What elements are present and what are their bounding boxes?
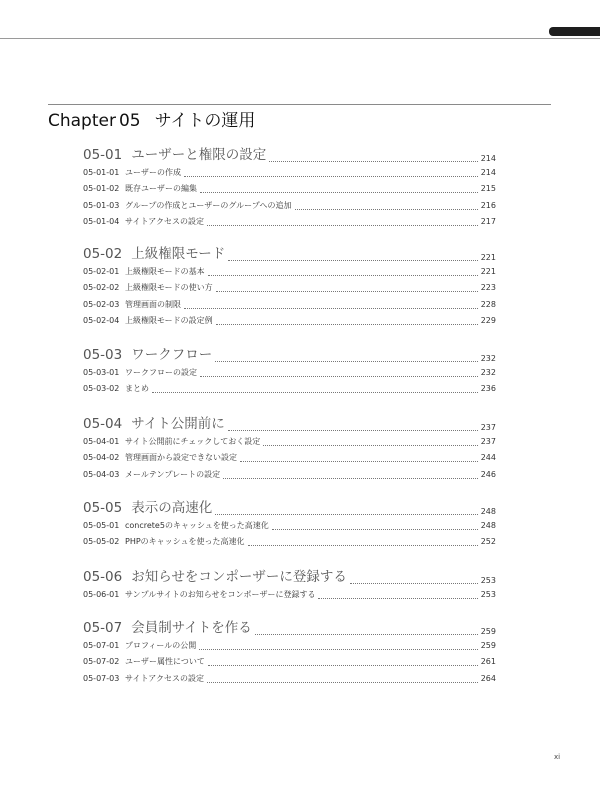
dot-leader bbox=[255, 634, 478, 635]
toc-item-05-05-02[interactable] bbox=[83, 535, 496, 549]
chapter-header bbox=[48, 104, 551, 132]
chapter-number: 05 bbox=[118, 111, 141, 131]
chapter-label: Chapter bbox=[48, 111, 116, 131]
item-page: 253 bbox=[480, 590, 496, 599]
toc-item-05-02-04[interactable] bbox=[83, 314, 496, 328]
dot-leader bbox=[184, 176, 478, 177]
section-title: 会員制サイトを作る bbox=[131, 620, 252, 636]
item-page: 221 bbox=[480, 267, 496, 276]
item-number: 05-03-01 bbox=[83, 368, 120, 377]
item-title: ユーザー属性について bbox=[125, 657, 205, 667]
section-number: 05-01 bbox=[83, 147, 123, 163]
dot-leader bbox=[263, 445, 478, 446]
item-page: 244 bbox=[480, 453, 496, 463]
toc-section-05-01[interactable] bbox=[83, 145, 496, 165]
toc-item-05-02-03[interactable] bbox=[83, 298, 496, 312]
dot-leader bbox=[152, 392, 478, 393]
section-number: 05-06 bbox=[83, 569, 123, 585]
toc-item-05-03-02[interactable] bbox=[83, 382, 496, 396]
item-title: サイトアクセスの設定 bbox=[125, 217, 204, 227]
dot-leader bbox=[318, 598, 477, 599]
item-number: 05-01-01 bbox=[83, 168, 120, 177]
item-page: 232 bbox=[480, 368, 496, 377]
item-page: 248 bbox=[480, 521, 496, 530]
dot-leader bbox=[223, 478, 478, 479]
item-title: 上級権限モードの設定例 bbox=[125, 316, 213, 326]
section-title: ワークフロー bbox=[131, 347, 213, 363]
item-page: 237 bbox=[480, 437, 496, 446]
item-page: 215 bbox=[480, 184, 496, 194]
section-number: 05-03 bbox=[83, 347, 123, 363]
toc-item-05-07-01[interactable] bbox=[83, 639, 496, 653]
toc-section-05-05[interactable] bbox=[83, 498, 496, 518]
item-page: 261 bbox=[480, 657, 496, 667]
item-number: 05-02-03 bbox=[83, 299, 120, 309]
dot-leader bbox=[269, 161, 477, 162]
item-number: 05-02-04 bbox=[83, 316, 120, 326]
thumb-index-tab bbox=[549, 27, 600, 36]
section-title: サイト公開前に bbox=[131, 416, 225, 432]
item-number: 05-04-03 bbox=[83, 469, 120, 479]
toc-item-05-01-01[interactable] bbox=[83, 166, 496, 180]
section-page: 214 bbox=[480, 154, 496, 163]
dot-leader bbox=[295, 209, 478, 210]
dot-leader bbox=[216, 324, 478, 325]
toc-item-05-03-01[interactable] bbox=[83, 366, 496, 380]
item-title: concrete5のキャッシュを使った高速化 bbox=[125, 521, 269, 530]
toc-section-05-02[interactable] bbox=[83, 244, 496, 264]
dot-leader bbox=[184, 308, 478, 309]
page-folio: xi bbox=[554, 753, 561, 761]
section-number: 05-02 bbox=[83, 246, 123, 262]
toc-item-05-04-01[interactable] bbox=[83, 435, 496, 449]
toc-item-05-06-01[interactable] bbox=[83, 588, 496, 602]
item-number: 05-04-01 bbox=[83, 437, 120, 446]
section-page: 259 bbox=[480, 627, 496, 636]
item-title: プロフィールの公開 bbox=[125, 641, 197, 650]
dot-leader bbox=[207, 225, 478, 226]
section-page: 221 bbox=[480, 253, 496, 262]
item-title: PHPのキャッシュを使った高速化 bbox=[125, 537, 245, 547]
dot-leader bbox=[200, 376, 478, 377]
item-number: 05-05-01 bbox=[83, 521, 120, 530]
dot-leader bbox=[208, 275, 478, 276]
section-page: 253 bbox=[480, 576, 496, 585]
section-page: 248 bbox=[480, 507, 496, 516]
section-number: 05-05 bbox=[83, 500, 123, 516]
section-page: 237 bbox=[480, 423, 496, 432]
dot-leader bbox=[228, 260, 478, 261]
toc-item-05-05-01[interactable] bbox=[83, 519, 496, 533]
item-number: 05-01-04 bbox=[83, 217, 120, 227]
toc-item-05-04-03[interactable] bbox=[83, 468, 496, 482]
item-page: 228 bbox=[480, 299, 496, 309]
section-title: 上級権限モード bbox=[131, 246, 226, 262]
item-title: 既存ユーザーの編集 bbox=[125, 184, 197, 194]
dot-leader bbox=[215, 514, 477, 515]
section-title: お知らせをコンポーザーに登録する bbox=[131, 569, 347, 585]
item-page: 264 bbox=[480, 673, 496, 683]
item-title: サイト公開前にチェックしておく設定 bbox=[125, 437, 261, 446]
item-title: サイトアクセスの設定 bbox=[125, 673, 204, 683]
section-title: 表示の高速化 bbox=[131, 500, 213, 516]
toc-section-05-07[interactable] bbox=[83, 618, 496, 638]
item-number: 05-02-02 bbox=[83, 283, 120, 293]
item-title: 管理画面から設定できない設定 bbox=[125, 453, 237, 463]
dot-leader bbox=[208, 665, 478, 666]
section-title: ユーザーと権限の設定 bbox=[131, 147, 267, 163]
toc-item-05-01-04[interactable] bbox=[83, 215, 496, 229]
item-page: 252 bbox=[480, 537, 496, 547]
item-page: 223 bbox=[480, 283, 496, 293]
toc-section-05-03[interactable] bbox=[83, 345, 496, 365]
item-title: 上級権限モードの基本 bbox=[125, 267, 205, 276]
item-title: 管理画面の制限 bbox=[125, 299, 181, 309]
section-number: 05-04 bbox=[83, 416, 123, 432]
item-title: グループの作成とユーザーのグループへの追加 bbox=[125, 200, 292, 210]
toc-item-05-01-02[interactable] bbox=[83, 182, 496, 196]
chapter-title bbox=[48, 110, 551, 132]
dot-leader bbox=[248, 545, 478, 546]
item-title: ワークフローの設定 bbox=[125, 368, 197, 377]
dot-leader bbox=[215, 361, 477, 362]
item-page: 236 bbox=[480, 384, 496, 394]
chapter-name: サイトの運用 bbox=[154, 111, 256, 131]
item-title: まとめ bbox=[125, 384, 149, 394]
item-number: 05-03-02 bbox=[83, 384, 120, 394]
toc-item-05-04-02[interactable] bbox=[83, 451, 496, 465]
section-number: 05-07 bbox=[83, 620, 123, 636]
toc-section-05-04[interactable] bbox=[83, 414, 496, 434]
item-number: 05-02-01 bbox=[83, 267, 120, 276]
item-page: 217 bbox=[480, 217, 496, 227]
item-number: 05-01-02 bbox=[83, 184, 120, 194]
toc-item-05-07-02[interactable] bbox=[83, 655, 496, 669]
item-number: 05-05-02 bbox=[83, 537, 120, 547]
dot-leader bbox=[350, 583, 478, 584]
item-page: 216 bbox=[480, 200, 496, 210]
item-page: 259 bbox=[480, 641, 496, 650]
dot-leader bbox=[200, 192, 478, 193]
item-number: 05-04-02 bbox=[83, 453, 120, 463]
toc-item-05-07-03[interactable] bbox=[83, 672, 496, 686]
dot-leader bbox=[207, 682, 478, 683]
item-number: 05-01-03 bbox=[83, 200, 120, 210]
item-title: 上級権限モードの使い方 bbox=[125, 283, 213, 293]
item-page: 229 bbox=[480, 316, 496, 326]
toc-item-05-01-03[interactable] bbox=[83, 199, 496, 213]
item-number: 05-07-02 bbox=[83, 657, 120, 667]
toc-item-05-02-02[interactable] bbox=[83, 281, 496, 295]
item-number: 05-07-01 bbox=[83, 641, 120, 650]
item-title: メールテンプレートの設定 bbox=[125, 469, 221, 479]
toc-item-05-02-01[interactable] bbox=[83, 265, 496, 279]
item-number: 05-07-03 bbox=[83, 673, 120, 683]
item-title: ユーザーの作成 bbox=[125, 168, 181, 177]
item-number: 05-06-01 bbox=[83, 590, 120, 599]
item-title: サンプルサイトのお知らせをコンポーザーに登録する bbox=[125, 590, 316, 599]
dot-leader bbox=[272, 529, 478, 530]
item-page: 246 bbox=[480, 469, 496, 479]
item-page: 214 bbox=[480, 168, 496, 177]
top-rule bbox=[0, 38, 600, 39]
chapter-rule bbox=[48, 104, 551, 105]
section-page: 232 bbox=[480, 354, 496, 363]
dot-leader bbox=[228, 430, 478, 431]
dot-leader bbox=[240, 461, 478, 462]
toc-section-05-06[interactable] bbox=[83, 567, 496, 587]
dot-leader bbox=[216, 291, 478, 292]
dot-leader bbox=[199, 649, 478, 650]
